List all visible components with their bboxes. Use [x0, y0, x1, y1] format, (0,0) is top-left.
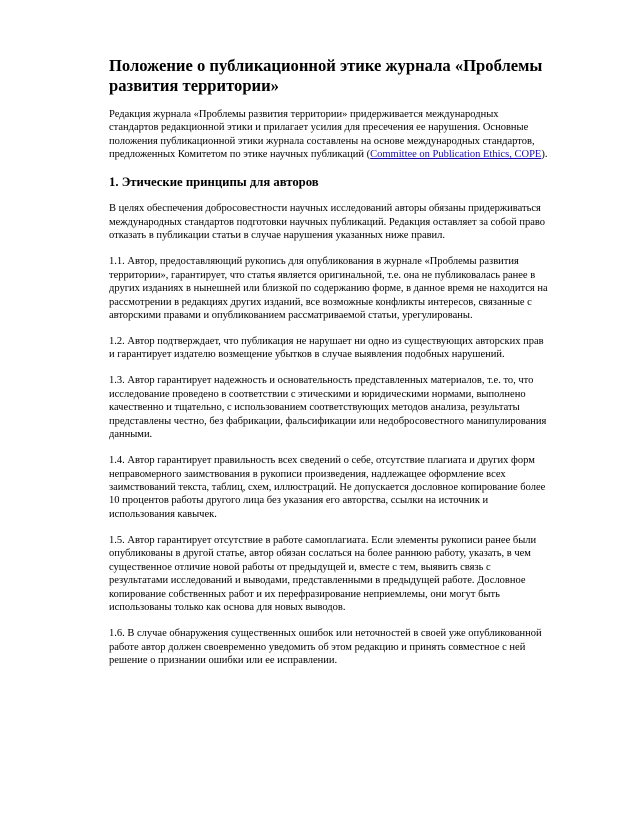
paragraph: 1.2. Автор подтверждает, что публикация не нарушает ни одно из существующих авторских прав и гарантирует издателю возмещение убытков в случае выявления подобных нарушений. — [109, 335, 544, 361]
paragraph: 1.4. Автор гарантирует правильность всех сведений о себе, отсутствие плагиата и других форм неправомерного заимствования в рукописи произведения, надлежащее оформление всех заимствований текста, таблиц, схем, иллюстраций. Не допускается дословное копирование более 10 процентов работы другого лица без указания его авторства, ссылки на источник и использования кавычек. — [109, 455, 546, 520]
cope-link[interactable]: Committee on Publication Ethics, COPE — [370, 149, 542, 161]
intro-text-end: ). — [541, 149, 548, 161]
page-title: Положение о публикационной этике журнала «Проблемы развития территории» — [109, 56, 543, 95]
paragraph: В целях обеспечения добросовестности научных исследований авторы обязаны придерживаться международных стандартов подготовки научных публикаций. Редакция оставляет за собой право отказать в публикации статьи в случае нарушения указанных ниже правил. — [109, 203, 546, 242]
document-page — [109, 56, 549, 680]
intro-paragraph — [109, 108, 549, 162]
paragraph: 1.1. Автор, предоставляющий рукопись для опубликования в журнале «Проблемы развития территории», гарантирует, что статья является оригинальной, т.е. она не публиковалась ранее в других изданиях в нынешней или близкой по содержанию форме, в данное время не находится на рассмотрении в редакциях других изданий, все возможные конфликты интересов, связанные с авторскими правами и опубликованием рассматриваемой статьи, урегулированы. — [109, 256, 548, 321]
paragraph: 1.3. Автор гарантирует надежность и основательность представленных материалов, т.е. то, что исследование проведено в соответствии с этическими и юридическими нормами, выполнено качественно и тщательно, с использованием соответствующих методов анализа, результаты представлены честно, без фабрикации, фальсификации или недобросовестного манипулирования данными. — [109, 375, 547, 441]
intro-text: Редакция журнала «Проблемы развития территории» придерживается международных стандартов редакционной этики и прилагает усилия для пресечения ее нарушения. Основные положения публикационной этики журнала составлены на основе международных стандартов, предложенных Комитетом по этике научных публикаций ( — [109, 109, 535, 161]
paragraph: 1.5. Автор гарантирует отсутствие в работе самоплагиата. Если элементы рукописи ранее были опубликованы в другой статье, автор обязан сослаться на более раннюю работу, указать, в чем существенное отличие новой работы от предыдущей и, вместе с тем, выявить связь с результатами исследований и выводами, представленными в предыдущей работе. Дословное копирование собственных работ и их перефразирование неприемлемы, они могут быть использованы только как основа для новых выводов. — [109, 534, 537, 614]
section-heading: 1. Этические принципы для авторов — [109, 175, 319, 190]
paragraph: 1.6. В случае обнаружения существенных ошибок или неточностей в своей уже опубликованной работе автор должен своевременно уведомить об этом редакцию и принять совместное с ней решение о признании ошибки или ее исправлении. — [109, 628, 542, 666]
